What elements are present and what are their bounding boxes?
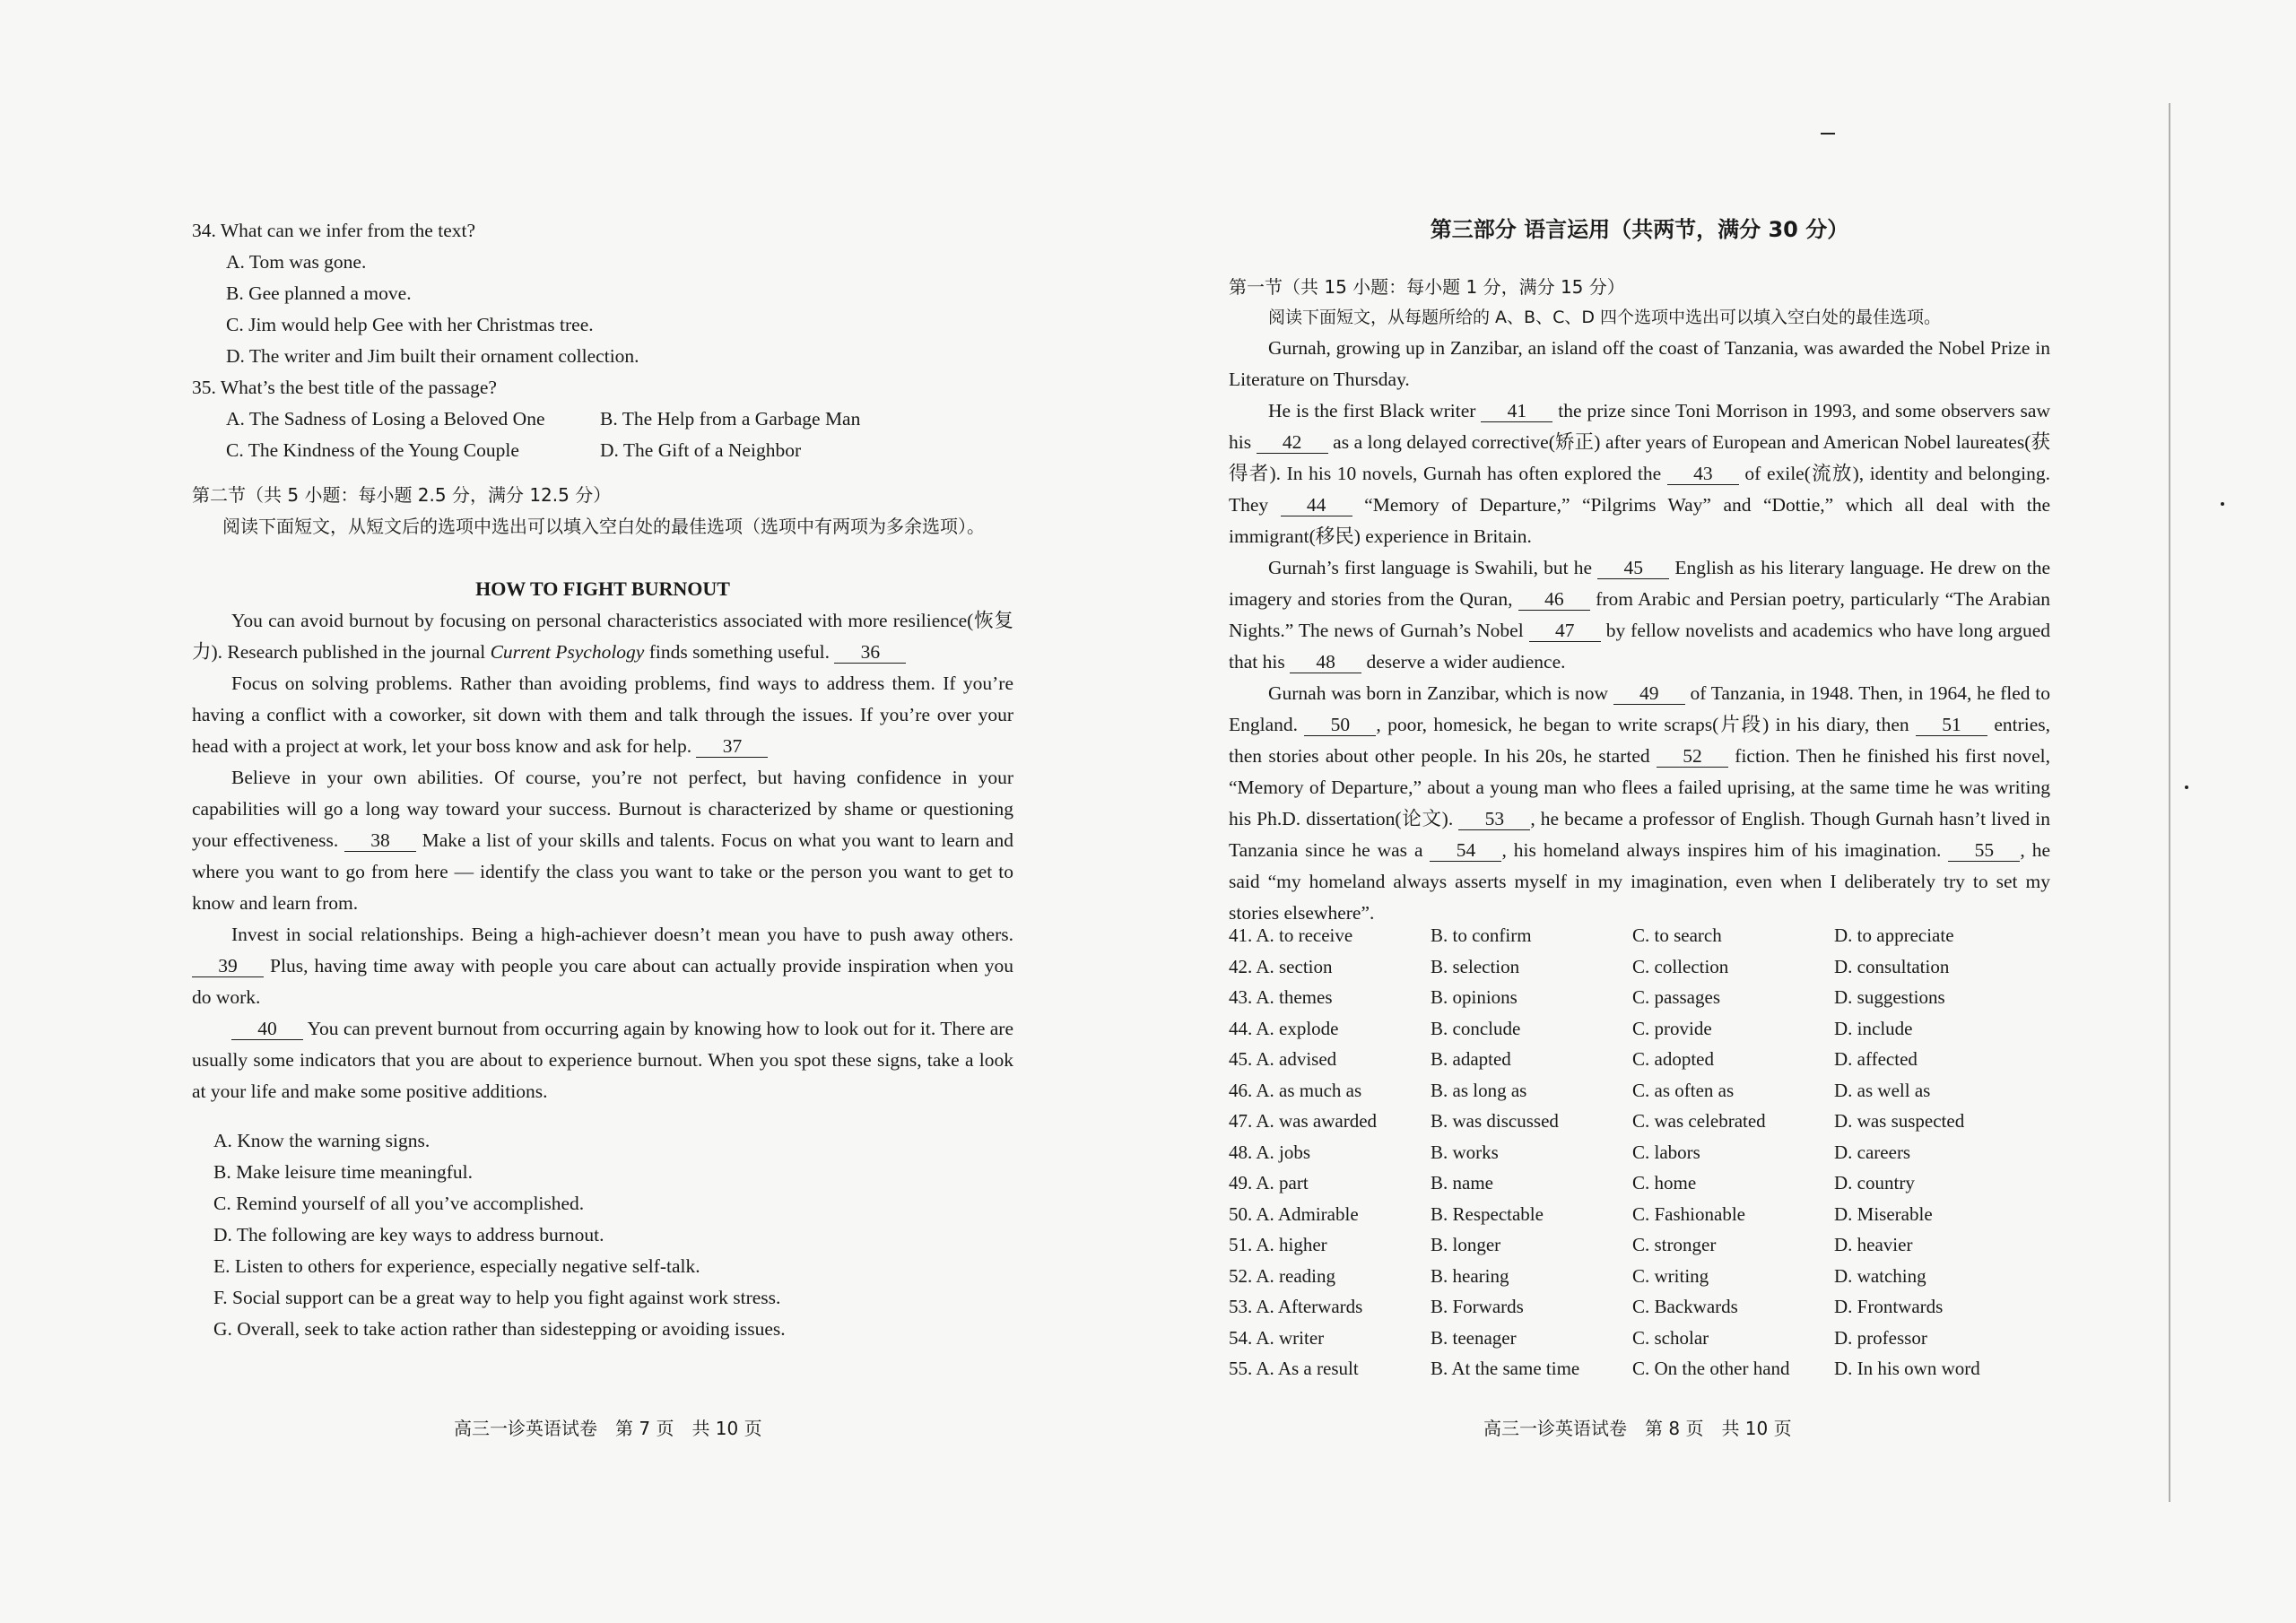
gurnah-paragraph-4: Gurnah was born in Zanzibar, which is now 49 of Tanzania, in 1948. Then, in 1964, he fled to England. 50 , poor, homesick, he began to write scraps(片段) in his diary, then 51 entries, then stories about other people. In his 20s, he started 52 fiction. Then he finished his first novel, “Memory of Departure,” about a young man who flees a failed uprising, at the same time he was writing his Ph.D. dissertation(论文). 53 , he became a professor of English. Though Gurnah hasn’t lived in Tanzania since he was a 54 , his homeland always inspires him of his imagination. 55 , he said “my homeland always asserts myself in my imagination, even when I deliberately try to set my stories elsewhere”. (1229, 682, 2051, 924)
blank-49[interactable]: 49 (1613, 682, 1685, 705)
blank-45[interactable]: 45 (1597, 557, 1669, 579)
q34-option-c: C. Jim would help Gee with her Christmas tree. (226, 314, 594, 335)
blank-46[interactable]: 46 (1518, 588, 1590, 611)
burnout-paragraph-2: Focus on solving problems. Rather than avoiding problems, find ways to address them. If you’re having a conflict with a coworker, sit down with them and talk through the issues. If you’re over your head with a project at work, let your boss know and ask for help. 37 (192, 673, 1013, 757)
burnout-paragraph-3: Believe in your own abilities. Of course, you’re not perfect, but having confidence in your capabilities will go a long way toward your success. Burnout is characterized by shame or questioning your effectiveness. 38 Make a list of your skills and talents. Focus on what you want to learn and where you want to go from here — identify the class you want to take or the person you want to get to know and learn from. (192, 767, 1013, 914)
choice-d: D. The following are key ways to address burnout. (213, 1224, 604, 1245)
gurnah-paragraph-3: Gurnah’s first language is Swahili, but he 45 English as his literary language. He drew on the imagery and stories from the Quran, 46 from Arabic and Persian poetry, particularly “The Arabian Nights.” The news of Gurnah’s Nobel 47 by fellow novelists and academics who have long argued that his 48 deserve a wider audience. (1229, 557, 2051, 673)
blank-55[interactable]: 55 (1948, 839, 2020, 862)
gurnah-paragraph-1: Gurnah, growing up in Zanzibar, an island off the coast of Tanzania, was awarded the Nobel Prize in Literature on Thursday. (1229, 337, 2050, 390)
choice-c: C. Remind yourself of all you’ve accomplished. (213, 1193, 585, 1214)
option-row-53: 53. A. Afterwards B. Forwards C. Backwards D. Frontwards (1229, 1296, 1944, 1317)
q35-option-a: A. The Sadness of Losing a Beloved One (226, 408, 545, 430)
choice-g: G. Overall, seek to take action rather than sidestepping or avoiding issues. (213, 1318, 786, 1340)
option-row-47: 47. A. was awarded B. was discussed C. was celebrated D. was suspected (1229, 1110, 1965, 1132)
blank-37[interactable]: 37 (696, 735, 768, 758)
blank-36[interactable]: 36 (834, 641, 906, 664)
question-34-stem: 34. What can we infer from the text? (192, 220, 476, 241)
right-page (1229, 0, 2054, 1623)
q35-option-c: C. The Kindness of the Young Couple (226, 439, 519, 461)
q35-option-d: D. The Gift of a Neighbor (600, 439, 802, 461)
option-row-42: 42. A. section B. selection C. collection D. consultation (1229, 955, 1950, 977)
left-page (192, 0, 1017, 1623)
option-row-54: 54. A. writer B. teenager C. scholar D. professor (1229, 1326, 1927, 1349)
option-row-41: 41. A. to receive B. to confirm C. to search D. to appreciate (1229, 924, 1954, 946)
blank-41[interactable]: 41 (1481, 400, 1552, 422)
blank-42[interactable]: 42 (1257, 431, 1328, 454)
choice-a: A. Know the warning signs. (213, 1130, 430, 1151)
gurnah-paragraph-2: He is the first Black writer 41 the prize since Toni Morrison in 1993, and some observers saw his 42 as a long delayed corrective(矫正) after years of European and American Nobel laureates(获得者). In his 10 novels, Gurnah has often explored the 43 of exile(流放), identity and belonging. They 44 “Memory of Departure,” “Pilgrims Way” and “Dottie,” which all deal with the immigrant(移民) experience in Britain. (1229, 400, 2051, 547)
option-row-51: 51. A. higher B. longer C. stronger D. heavier (1229, 1234, 1913, 1255)
blank-44[interactable]: 44 (1281, 494, 1352, 516)
blank-38[interactable]: 38 (344, 829, 416, 852)
scan-speck (2185, 785, 2188, 789)
option-row-45: 45. A. advised B. adapted C. adopted D. affected (1229, 1048, 1918, 1070)
choice-f: F. Social support can be a great way to help you fight against work stress. (213, 1287, 781, 1308)
section-1-instruction: 阅读下面短文，从每题所给的 A、B、C、D 四个选项中选出可以填入空白处的最佳选项。 (1268, 308, 1942, 327)
blank-51[interactable]: 51 (1916, 714, 1987, 736)
choice-b: B. Make leisure time meaningful. (213, 1161, 473, 1183)
q34-option-a: A. Tom was gone. (226, 251, 367, 273)
blank-40[interactable]: 40 (231, 1018, 303, 1040)
blank-47[interactable]: 47 (1529, 620, 1601, 642)
q34-option-b: B. Gee planned a move. (226, 282, 412, 304)
journal-name: Current Psychology (490, 641, 645, 663)
question-35-stem: 35. What’s the best title of the passage? (192, 377, 497, 398)
section-2-instruction: 阅读下面短文，从短文后的选项中选出可以填入空白处的最佳选项（选项中有两项为多余选项）。 (222, 516, 985, 537)
page-footer-7: 高三一诊英语试卷 第 7 页 共 10 页 (454, 1418, 762, 1439)
option-row-43: 43. A. themes B. opinions C. passages D. suggestions (1229, 986, 1945, 1008)
blank-53[interactable]: 53 (1458, 808, 1530, 830)
blank-54[interactable]: 54 (1430, 839, 1501, 862)
blank-52[interactable]: 52 (1657, 745, 1728, 768)
option-row-48: 48. A. jobs B. works C. labors D. careers (1229, 1141, 1911, 1163)
blank-50[interactable]: 50 (1304, 714, 1376, 736)
section-2-heading: 第二节（共 5 小题：每小题 2.5 分，满分 12.5 分） (192, 484, 612, 506)
binding-edge-line (2169, 103, 2170, 1502)
option-row-49: 49. A. part B. name C. home D. country (1229, 1172, 1915, 1193)
option-row-46: 46. A. as much as B. as long as C. as often as D. as well as (1229, 1079, 1931, 1101)
option-row-44: 44. A. explode B. conclude C. provide D. include (1229, 1017, 1913, 1039)
choice-e: E. Listen to others for experience, especially negative self-talk. (213, 1255, 700, 1277)
blank-48[interactable]: 48 (1290, 651, 1361, 673)
section-1-heading: 第一节（共 15 小题：每小题 1 分，满分 15 分） (1229, 276, 1625, 298)
q35-option-b: B. The Help from a Garbage Man (600, 408, 861, 430)
burnout-paragraph-5: 40 You can prevent burnout from occurring again by knowing how to look out for it. There are usually some indicators that you are about to experience burnout. When you spot these signs, take a look at your life and make some positive additions. (192, 1018, 1013, 1102)
q34-option-d: D. The writer and Jim built their ornament collection. (226, 345, 639, 367)
scan-speck (1821, 133, 1835, 135)
blank-43[interactable]: 43 (1667, 463, 1739, 485)
option-row-50: 50. A. Admirable B. Respectable C. Fashionable D. Miserable (1229, 1202, 1933, 1225)
page-footer-8: 高三一诊英语试卷 第 8 页 共 10 页 (1483, 1418, 1792, 1439)
burnout-paragraph-4: Invest in social relationships. Being a high-achiever doesn’t mean you have to push away others. 39 Plus, having time away with people you care about can actually provide inspiration when you do work. (192, 924, 1013, 1008)
option-row-52: 52. A. reading B. hearing C. writing D. watching (1229, 1264, 1926, 1287)
part-3-title: 第三部分 语言运用（共两节，满分 30 分） (1430, 217, 1849, 242)
passage-title: HOW TO FIGHT BURNOUT (475, 577, 730, 600)
scan-speck (2221, 502, 2224, 506)
option-row-55: 55. A. As a result B. At the same time C. On the other hand D. In his own word (1229, 1358, 1980, 1379)
burnout-paragraph-1: You can avoid burnout by focusing on personal characteristics associated with more resilience(恢复力). Research published in the journal Current Psychology finds something useful. 36 (192, 610, 1013, 663)
blank-39[interactable]: 39 (192, 955, 264, 977)
